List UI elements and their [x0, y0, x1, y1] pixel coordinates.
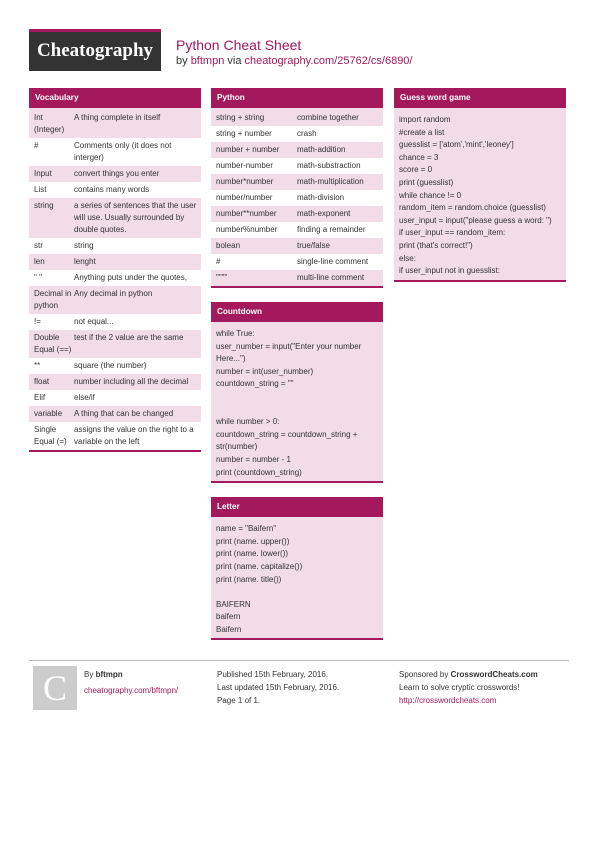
- table-row: [29, 238, 201, 254]
- definition-cell: crash: [297, 129, 317, 138]
- column-3: [394, 88, 566, 282]
- via-label: via: [227, 55, 242, 67]
- code-line: number = number - 1: [216, 454, 291, 464]
- term-cell: number/number: [216, 193, 273, 202]
- term-cell: len: [34, 257, 45, 266]
- page-title: Python Cheat Sheet: [176, 37, 302, 53]
- definition-cell: math-substraction: [297, 161, 361, 170]
- term-cell: float: [34, 377, 50, 386]
- code-line: while number > 0:: [216, 417, 280, 427]
- definition-cell: Comments only (it does not interger): [74, 141, 172, 162]
- definition-cell: convert things you enter: [74, 169, 160, 178]
- sponsor-link[interactable]: http://crosswordcheats.com: [399, 696, 497, 705]
- term-cell: number**number: [216, 209, 277, 218]
- code-line: user_input = input("please guess a word: "): [399, 215, 552, 225]
- code-line: print (that's correct!"): [399, 240, 473, 250]
- table-row: [29, 110, 201, 138]
- guess-heading: Guess word game: [394, 88, 566, 110]
- byline: [176, 55, 412, 67]
- definition-cell: not equal...: [74, 317, 114, 326]
- term-cell: string + number: [216, 129, 272, 138]
- code-line: if user_input == random_item:: [399, 228, 506, 238]
- footer-author-name: bftmpn: [95, 670, 123, 679]
- code-line: while chance != 0: [399, 190, 462, 200]
- table-row: [211, 238, 383, 254]
- table-row: [29, 198, 201, 238]
- table-row: [211, 110, 383, 126]
- code-line: print (countdown_string): [216, 467, 302, 477]
- table-row: [211, 206, 383, 222]
- code-line: print (name. upper()): [216, 536, 290, 546]
- definition-cell: math-addition: [297, 145, 346, 154]
- term-cell: Single Equal (=): [34, 425, 67, 446]
- table-row: [211, 222, 383, 238]
- python-table: [211, 110, 383, 286]
- code-line: import random: [399, 115, 451, 124]
- guess-code: [394, 110, 566, 280]
- updated-date: Last updated 15th February, 2016.: [217, 683, 340, 692]
- letter-box: [211, 497, 383, 640]
- footer-author-link[interactable]: cheatography.com/bftmpn/: [84, 686, 179, 695]
- code-line: number = int(user_number): [216, 366, 314, 376]
- sponsor-tagline: Learn to solve cryptic crosswords!: [399, 683, 520, 692]
- term-cell: List: [34, 185, 47, 194]
- code-line: str(number): [216, 442, 258, 452]
- footer-sponsor: [399, 668, 538, 707]
- table-row: [211, 190, 383, 206]
- table-row: [29, 358, 201, 374]
- code-line: while True:: [216, 329, 255, 338]
- vocabulary-heading: Vocabulary: [29, 88, 201, 110]
- code-line: Baifern: [216, 624, 242, 634]
- term-cell: Input: [34, 169, 52, 178]
- term-cell: """": [216, 273, 228, 282]
- code-line: user_number = input("Enter your number: [216, 341, 362, 351]
- table-row: [211, 174, 383, 190]
- footer-by-label: By: [84, 670, 94, 679]
- code-line: print (guesslist): [399, 177, 454, 187]
- countdown-heading: Countdown: [211, 302, 383, 324]
- definition-cell: A thing complete in itself: [74, 113, 161, 122]
- definition-cell: a series of sentences that the user will use. Usually surrounded by double quotes.: [74, 201, 197, 234]
- term-cell: bolean: [216, 241, 241, 250]
- table-row: [29, 422, 201, 450]
- definition-cell: assigns the value on the right to a variable on the left: [74, 425, 194, 446]
- definition-cell: Anything puts under the quotes,: [74, 273, 187, 282]
- table-row: [29, 406, 201, 422]
- code-line: print (name. title()): [216, 574, 282, 584]
- footer-author: [84, 668, 178, 697]
- sponsor-label: Sponsored by: [399, 670, 449, 679]
- column-2: [211, 88, 383, 640]
- definition-cell: contains many words: [74, 185, 150, 194]
- guess-box: [394, 88, 566, 282]
- code-line: baifern: [216, 612, 241, 622]
- definition-cell: math-exponent: [297, 209, 351, 218]
- term-cell: number*number: [216, 177, 274, 186]
- code-line: countdown_string = countdown_string +: [216, 429, 358, 439]
- table-row: [29, 270, 201, 286]
- definition-cell: true/false: [297, 241, 330, 250]
- term-cell: string: [34, 201, 54, 210]
- letter-heading: Letter: [211, 497, 383, 519]
- definition-cell: test if the 2 value are the same: [74, 333, 184, 342]
- definition-cell: single-line comment: [297, 257, 369, 266]
- table-row: [29, 182, 201, 198]
- published-date: Published 15th February, 2016.: [217, 670, 329, 679]
- definition-cell: multi-line comment: [297, 273, 365, 282]
- by-label: by: [176, 55, 188, 67]
- term-cell: " ": [34, 273, 42, 282]
- table-row: [211, 270, 383, 286]
- sheet-url-link[interactable]: cheatography.com/25762/cs/6890/: [244, 55, 413, 67]
- table-row: [211, 142, 383, 158]
- term-cell: #: [34, 141, 39, 150]
- page-number: Page 1 of 1.: [217, 696, 261, 705]
- code-line: [216, 391, 378, 404]
- term-cell: !=: [34, 317, 41, 326]
- python-box: [211, 88, 383, 288]
- table-row: [211, 158, 383, 174]
- definition-cell: finding a remainder: [297, 225, 366, 234]
- definition-cell: else/if: [74, 393, 95, 402]
- term-cell: number%number: [216, 225, 278, 234]
- table-row: [29, 314, 201, 330]
- author-avatar: C: [33, 666, 77, 710]
- definition-cell: combine together: [297, 113, 359, 122]
- term-cell: Decimal in python: [34, 289, 72, 310]
- footer-divider: [29, 660, 569, 661]
- author-link[interactable]: bftmpn: [190, 55, 225, 67]
- definition-cell: string: [74, 241, 94, 250]
- definition-cell: square (the number): [74, 361, 147, 370]
- definition-cell: lenght: [74, 257, 96, 266]
- table-row: [29, 286, 201, 314]
- table-row: [29, 390, 201, 406]
- code-line: Here..."): [216, 354, 246, 364]
- code-line: if user_input not in guesslist:: [399, 266, 500, 276]
- code-line: [216, 586, 378, 599]
- term-cell: Int (Integer): [34, 113, 65, 134]
- code-line: name = "Baifern": [216, 524, 277, 534]
- code-line: print (name. capitalize()): [216, 561, 303, 571]
- code-line: chance = 3: [399, 152, 439, 162]
- code-line: guesslist = ['atom','mint','leoney']: [399, 140, 514, 150]
- code-line: else:: [399, 253, 416, 263]
- term-cell: number + number: [216, 145, 280, 154]
- code-line: BAIFERN: [216, 599, 251, 609]
- table-row: [29, 330, 201, 358]
- term-cell: variable: [34, 409, 63, 418]
- table-row: [29, 374, 201, 390]
- code-line: #create a list: [399, 127, 445, 137]
- code-line: countdown_string = "": [216, 379, 294, 389]
- table-row: [29, 166, 201, 182]
- footer-dates: [217, 668, 339, 707]
- term-cell: string + string: [216, 113, 265, 122]
- definition-cell: number including all the decimal: [74, 377, 189, 386]
- term-cell: #: [216, 257, 221, 266]
- code-line: [216, 404, 378, 417]
- sponsor-name: CrosswordCheats.com: [450, 670, 538, 679]
- term-cell: str: [34, 241, 43, 250]
- term-cell: Double Equal (==): [34, 333, 72, 354]
- vocabulary-box: [29, 88, 201, 452]
- term-cell: number-number: [216, 161, 273, 170]
- python-heading: Python: [211, 88, 383, 110]
- definition-cell: math-multiplication: [297, 177, 364, 186]
- table-row: [211, 254, 383, 270]
- countdown-code: [211, 324, 383, 481]
- term-cell: **: [34, 361, 41, 370]
- table-row: [211, 126, 383, 142]
- term-cell: Elif: [34, 393, 46, 402]
- letter-code: [211, 519, 383, 638]
- logo-text: Cheatography: [36, 40, 154, 61]
- code-line: score = 0: [399, 165, 433, 175]
- code-line: print (name. lower()): [216, 549, 289, 559]
- countdown-box: [211, 302, 383, 483]
- vocabulary-table: [29, 110, 201, 450]
- table-row: [29, 138, 201, 166]
- cheatography-logo[interactable]: [29, 29, 161, 71]
- table-row: [29, 254, 201, 270]
- definition-cell: math-division: [297, 193, 345, 202]
- definition-cell: Any decimal in python: [74, 289, 153, 298]
- code-line: random_item = random.choice (guesslist): [399, 203, 546, 213]
- column-1: [29, 88, 201, 452]
- definition-cell: A thing that can be changed: [74, 409, 174, 418]
